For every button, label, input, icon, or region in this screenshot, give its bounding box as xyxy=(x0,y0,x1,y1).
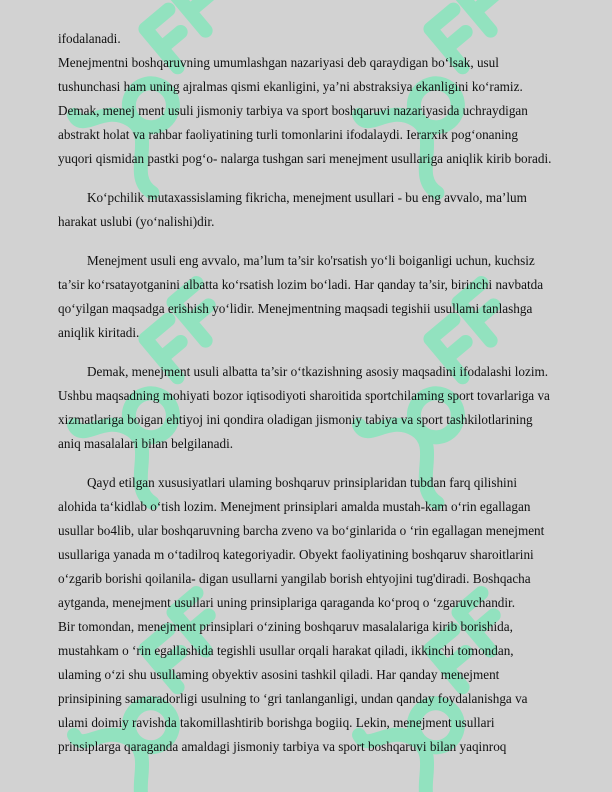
text-line: harakat uslubi (yoʻnalishi)dir. xyxy=(58,214,215,229)
text-line: Demak, menejment usuli albatta ta’sir oʻtkazishning asosiy maqsadini ifodalashi lozim. xyxy=(87,364,549,379)
text-line: Qayd etilgan xususiyatlari ulaming boshqaruv prinsiplaridan tubdan farq qilishini xyxy=(87,475,517,490)
text-line: mustahkam o ʻrin egallashida tegishli usullar orqali harakat qiladi, ikkinchi tomondan, xyxy=(58,643,514,658)
text-line: qoʻyilgan maqsadga erishish yoʻlidir. Menejmentning maqsadi tegishii usullami tanlashga xyxy=(58,301,533,316)
text-line: oʻzgarib borishi qoilanila- digan usullarni yangilab borish ehtyojini tug'diradi. Boshqacha xyxy=(58,571,531,586)
text-line: prinsipining samaradorligi usulning to ʻgri tanlanganligi, undan qanday foydalanishga va xyxy=(58,691,528,706)
text-line: prinsiplarga qaraganda amaldagi jismoniy tarbiya va sport boshqaruvi bilan yaqinroq xyxy=(58,739,507,754)
text-line: xizmatlariga boigan ehtiyoj ini qondira oladigan jismoniy tabiya va sport tashkilotlarining xyxy=(58,412,533,427)
text-line: aniqlik kiritadi. xyxy=(58,325,140,340)
text-line: Ushbu maqsadning mohiyati bozor iqtisodiyoti sharoitida sportchilaming sport tovarlariga va xyxy=(58,388,550,403)
text-line: Menejmentni boshqaruvning umumlashgan nazariyasi deb qaraydigan boʻlsak, usul xyxy=(58,55,499,70)
text-line: Koʻpchilik mutaxassislaming fikricha, menejment usullari - bu eng avvalo, ma’lum xyxy=(87,190,527,205)
text-line: Bir tomondan, menejment prinsiplari oʻzining boshqaruv masalalariga kirib borishida, xyxy=(58,619,513,634)
text-line: aytganda, menejment usullari uning prinsiplariga qaraganda koʻproq o ʻzgaruvchandir. xyxy=(58,595,516,610)
text-line: ulami doimiy ravishda takomillashtirib borishga bogiiq. Lekin, menejment usullari xyxy=(58,715,495,730)
text-line: usullar bo4lib, ular boshqaruvning barcha zveno va boʻginlarida o ʻrin egallagan menejment xyxy=(58,523,545,538)
text-line: abstrakt holat va rahbar faoliyatining turli tomonlarini ifodalaydi. Ierarxik pogʻonaning xyxy=(58,127,518,142)
text-line: aniq masalalari bilan belgilanadi. xyxy=(58,436,234,451)
text-line: usullariga yanada m oʻtadilroq kategoriyadir. Obyekt faoliyatining boshqaruv sharoitlarini xyxy=(58,547,534,562)
text-line: ta’sir koʻrsatayotganini albatta koʻrsatish lozim boʻladi. Har qanday ta’sir, birinchi navbatda xyxy=(58,277,544,292)
text-line: yuqori qismidan pastki pogʻo- nalarga tushgan sari menejment usullariga aniqlik kirib boradi. xyxy=(58,151,552,166)
text-line: tushunchasi ham uning ajralmas qismi ekanligini, ya’ni abstraksiya ekanligini koʻramiz. xyxy=(58,79,523,94)
text-line: Demak, menej ment usuli jismoniy tarbiya va sport boshqaruvi nazariyasida uchraydigan xyxy=(58,103,528,118)
text-line: Menejment usuli eng avvalo, ma’lum ta’sir ko'rsatish yoʻli boiganligi uchun, kuchsiz xyxy=(87,253,535,268)
text-line: ifodalanadi. xyxy=(58,31,121,46)
text-line: ulaming oʻzi shu usullaming obyektiv asosini tashkil qiladi. Har qanday menejment xyxy=(58,667,500,682)
text-line: alohida taʻkidlab oʻtish lozim. Menejment prinsiplari amalda mustah-kam oʻrin egallagan xyxy=(58,499,531,514)
